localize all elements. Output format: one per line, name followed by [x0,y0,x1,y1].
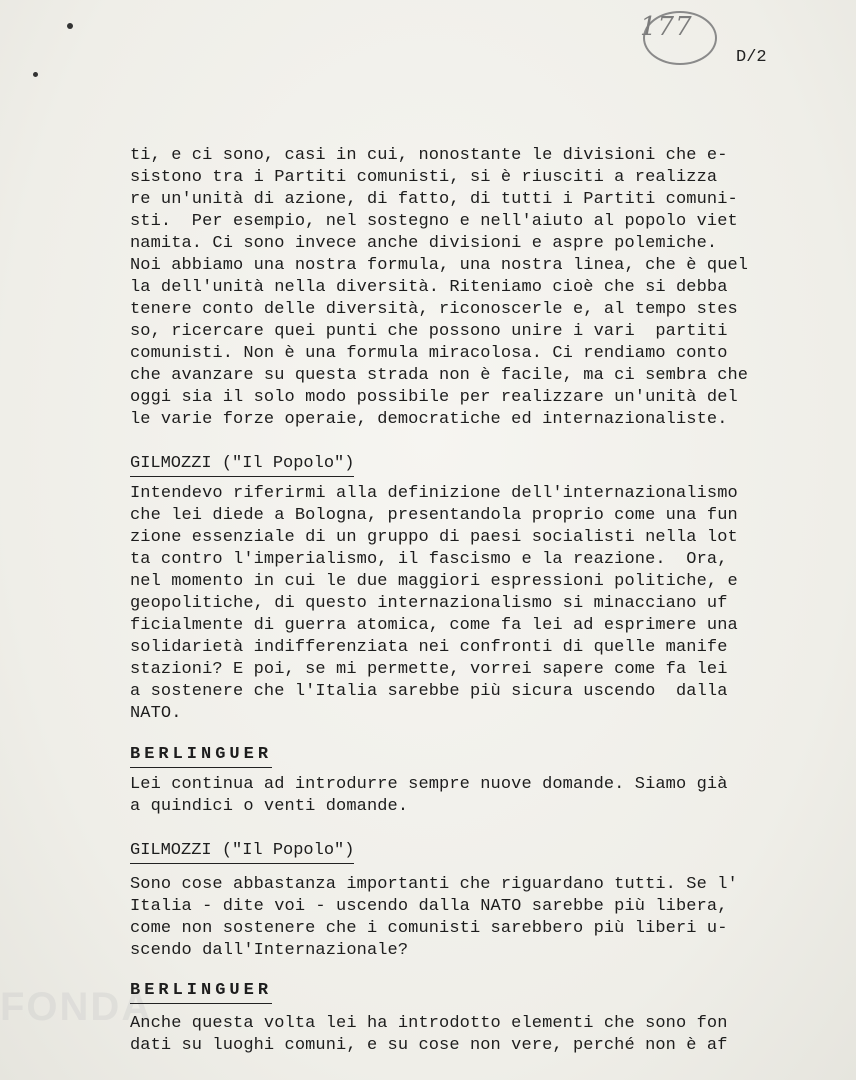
text-line: che avanzare su questa strada non è facile, ma ci sembra che [130,366,749,385]
question-paragraph [130,483,780,725]
text-line: a quindici o venti domande. [130,797,409,816]
text-line: scendo dall'Internazionale? [130,941,409,960]
answer-paragraph [130,1013,780,1057]
punch-mark [67,23,73,29]
text-line: la dell'unità nella diversità. Riteniamo cioè che si debba [130,278,728,297]
text-line: a sostenere che l'Italia sarebbe più sicura uscendo dalla [130,682,728,701]
page-code: D/2 [736,48,767,67]
text-line: Italia - dite voi - uscendo dalla NATO sarebbe più libera, [130,897,728,916]
text-line: solidarietà indifferenziata nei confronti di quelle manife [130,638,728,657]
speaker-heading-berlinguer: BERLINGUER [130,744,272,768]
text-line: che lei diede a Bologna, presentandola proprio come una fun [130,506,738,525]
paragraph-continuation [130,145,780,431]
punch-mark [33,72,38,77]
text-line: Sono cose abbastanza importanti che riguardano tutti. Se l' [130,875,738,894]
text-line: ta contro l'imperialismo, il fascismo e la reazione. Ora, [130,550,728,569]
text-line: come non sostenere che i comunisti sarebbero più liberi u- [130,919,728,938]
text-line: nel momento in cui le due maggiori espressioni politiche, e [130,572,738,591]
text-line: tenere conto delle diversità, riconoscerle e, al tempo stes [130,300,738,319]
speaker-heading-berlinguer: BERLINGUER [130,980,272,1004]
text-line: namita. Ci sono invece anche divisioni e aspre polemiche. [130,234,718,253]
speaker-heading-gilmozzi: GILMOZZI ("Il Popolo") [130,840,354,864]
text-line: Anche questa volta lei ha introdotto elementi che sono fon [130,1014,728,1033]
text-line: Intendevo riferirmi alla definizione dell'internazionalismo [130,484,738,503]
text-line: NATO. [130,704,182,723]
text-line: Lei continua ad introdurre sempre nuove domande. Siamo già [130,775,728,794]
text-line: zione essenziale di un gruppo di paesi socialisti nella lot [130,528,738,547]
text-line: so, ricercare quei punti che possono unire i vari partiti [130,322,728,341]
speaker-heading-gilmozzi: GILMOZZI ("Il Popolo") [130,453,354,477]
text-line: stazioni? E poi, se mi permette, vorrei sapere come fa lei [130,660,728,679]
archive-number: 177 [640,12,693,42]
text-line: le varie forze operaie, democratiche ed internazionaliste. [130,410,728,429]
text-line: geopolitiche, di questo internazionalismo si minacciano uf [130,594,728,613]
text-line: dati su luoghi comuni, e su cose non vere, perché non è af [130,1036,728,1055]
text-line: ficialmente di guerra atomica, come fa lei ad esprimere una [130,616,738,635]
text-line: re un'unità di azione, di fatto, di tutti i Partiti comuni- [130,190,738,209]
watermark: FONDA [0,985,153,1029]
answer-paragraph [130,774,780,818]
text-line: sti. Per esempio, nel sostegno e nell'aiuto al popolo viet [130,212,738,231]
text-line: comunisti. Non è una formula miracolosa. Ci rendiamo conto [130,344,728,363]
text-line: Noi abbiamo una nostra formula, una nostra linea, che è quel [130,256,749,275]
text-line: sistono tra i Partiti comunisti, si è riusciti a realizza [130,168,718,187]
text-line: oggi sia il solo modo possibile per realizzare un'unità del [130,388,738,407]
question-paragraph [130,874,780,962]
text-line: ti, e ci sono, casi in cui, nonostante le divisioni che e- [130,146,728,165]
